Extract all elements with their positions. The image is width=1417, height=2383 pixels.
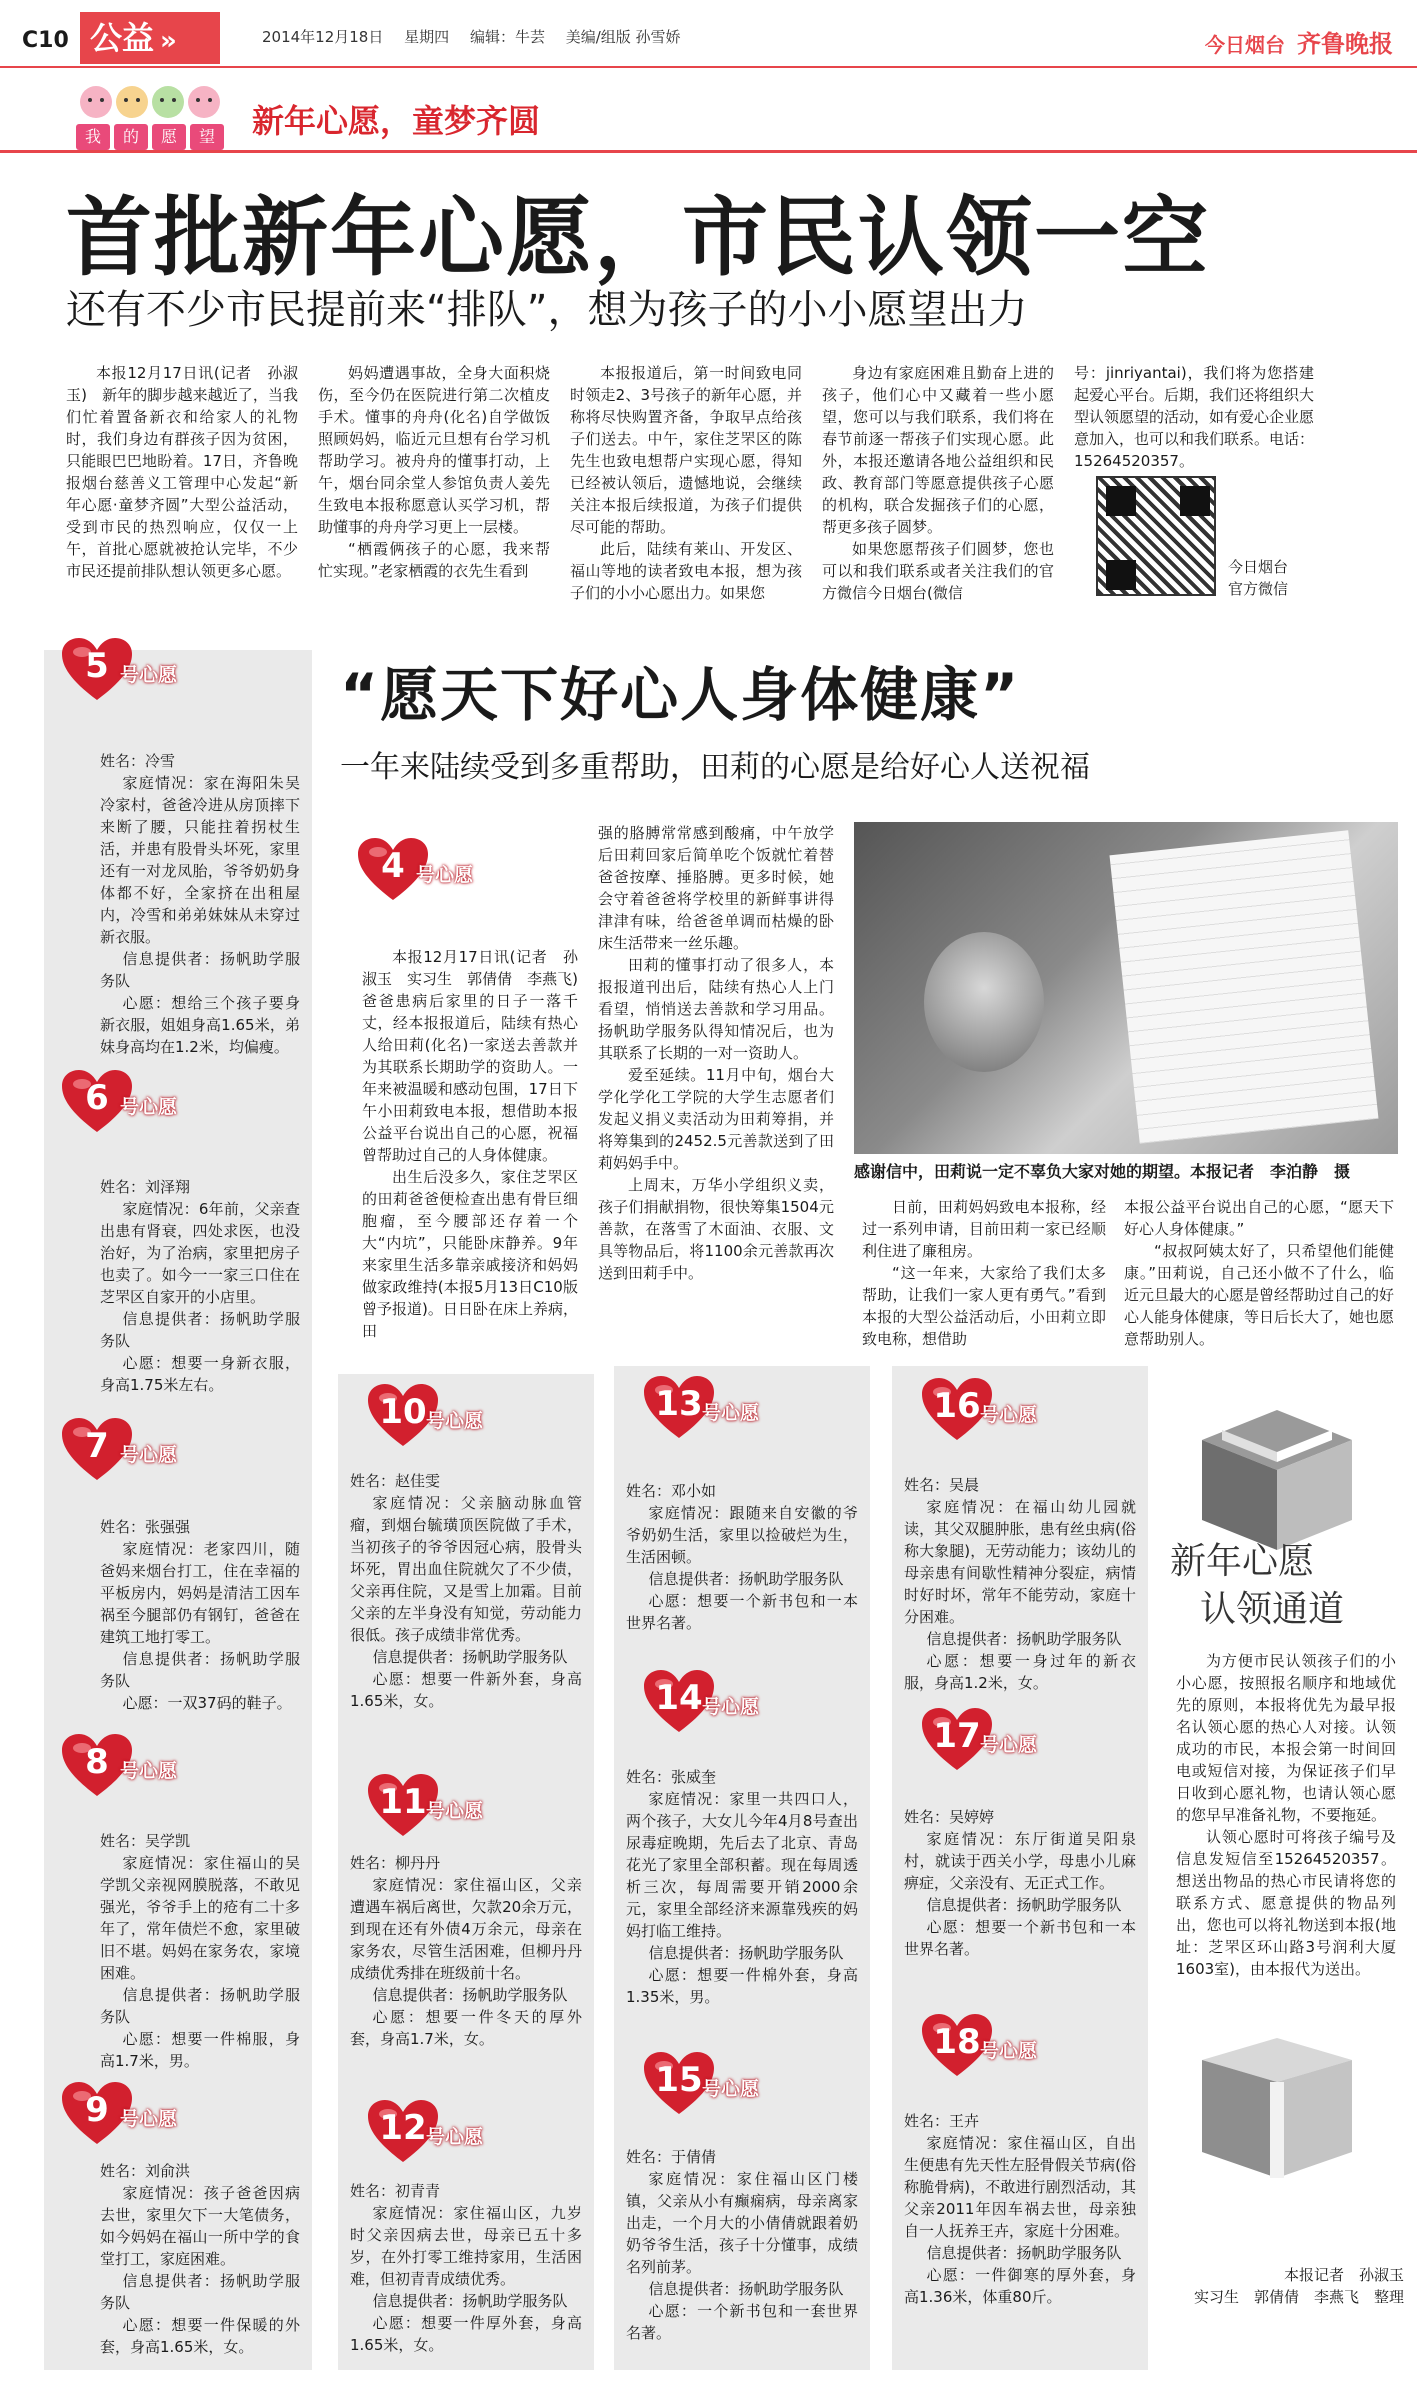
wish-request: 心愿：想要一件棉服，身高1.7米，男。 (100, 2030, 300, 2070)
wish-situation: 家庭情况：家里一共四口人，两个孩子，大女儿今年4月8号查出尿毒症晚期，先后去了北京、青岛花光了家里全部积蓄。现在每周透析三次，每周需要开销2000余元，家里全部经济来源靠残疾的妈妈打临工维持。 (626, 1790, 858, 1940)
wish-number: 17 (933, 1716, 981, 1756)
wish-card-18 (904, 2110, 1136, 2308)
issue-meta (262, 26, 697, 47)
feature-subtitle: 一年来陆续受到多重帮助，田莉的心愿是给好心人送祝福 (340, 750, 1090, 785)
paragraph: 本报12月17日讯(记者 孙淑玉 实习生 郭倩倩 李燕飞) 爸爸患病后家里的日子一落千丈，经本报报道后，陆续有热心人给田莉(化名)一家送去善款并为其联系长期助学的资助人。一年来被温暖和感动包围，17日下午小田莉致电本报，想借助本报公益平台说出自己的心愿，祝福曾帮助过自己的人身体健康。 (362, 948, 594, 1164)
paragraph: “栖霞俩孩子的心愿，我来帮忙实现。”老家栖霞的衣先生看到 (318, 540, 550, 580)
wish-request: 心愿：想要一个新书包和一本世界名著。 (904, 1918, 1136, 1958)
photo-caption: 感谢信中，田莉说一定不辜负大家对她的期望。本报记者 李泊静 摄 (854, 1162, 1351, 1181)
article1-col1 (66, 362, 298, 582)
wish-label: 号心愿 (120, 1760, 178, 1782)
wish-number: 14 (655, 1678, 703, 1718)
wish-name: 姓名：邓小如 (626, 1482, 717, 1500)
wish-label: 号心愿 (120, 664, 178, 686)
wish-number: 10 (379, 1392, 427, 1432)
wish-card-5 (100, 750, 300, 1058)
wish-number: 5 (85, 646, 109, 686)
campaign-slogan: 新年心愿，童梦齐圆 (252, 102, 541, 140)
wish-card-10 (350, 1470, 582, 1712)
wish-label: 号心愿 (416, 864, 474, 886)
feature-colA (362, 946, 594, 1342)
wish-card-12 (350, 2180, 582, 2356)
wish-situation: 家庭情况：家在海阳朱吴冷家村，爸爸冷进从房顶摔下来断了腰，只能拄着拐杖生活，并患有股骨头坏死，家里还有一对龙凤胎，爷爷奶奶身体都不好，全家挤在出租屋内，冷雪和弟弟妹妹从未穿过新衣服。 (100, 774, 300, 946)
logo-char: 愿 (152, 124, 186, 150)
wish-request: 心愿：想要一件保暖的外套，身高1.65米，女。 (100, 2316, 300, 2356)
wish-name: 姓名：吴学凯 (100, 1832, 191, 1850)
notice-title-line: 新年心愿 (1170, 1541, 1315, 1582)
paragraph: 如果您愿帮孩子们圆梦，您也可以和我们联系或者关注我们的官方微信今日烟台(微信 (822, 540, 1054, 602)
wish-name: 姓名：王卉 (904, 2112, 980, 2130)
feature-headline: “愿天下好心人身体健康” (340, 661, 1021, 729)
byline-credit (1170, 2264, 1404, 2308)
headline: 首批新年心愿，市民认领一空 (66, 188, 1210, 288)
article1-col4 (822, 362, 1054, 604)
wish-card-17 (904, 1806, 1136, 1960)
wish-number: 7 (85, 1426, 109, 1466)
paragraph: 上周末，万华小学组织义卖，孩子们捐献捐物，很快筹集1504元善款，在落雪了木面油、衣服、文具等物品后，将1100余元善款再次送到田莉手中。 (598, 1176, 834, 1282)
wish-label: 号心愿 (980, 1404, 1038, 1426)
paragraph: 本报公益平台说出自己的心愿，“愿天下好心人身体健康。” (1124, 1198, 1394, 1238)
wish-name: 姓名：吴婷婷 (904, 1808, 995, 1826)
wish-situation: 家庭情况：家住福山区，自出生便患有先天性左胫骨假关节病(俗称脆骨病)，不敢进行剧烈活动，其父亲2011年因车祸去世，母亲独自一人抚养王卉，家庭十分困难。 (904, 2134, 1136, 2240)
editor: 编辑：牛芸 (469, 28, 545, 46)
wish-heart-5 (60, 636, 178, 702)
wish-situation: 家庭情况：家住福山区，父亲遭遇车祸后离世，欠款20余万元，到现在还有外债4万余元，母亲在家务农，尽管生活困难，但柳丹丹成绩优秀排在班级前十名。 (350, 1876, 582, 1982)
wish-provider: 信息提供者：扬帆助学服务队 (100, 1310, 300, 1350)
qr-label (1228, 556, 1288, 600)
paragraph: 本报12月17日讯(记者 孙淑玉) 新年的脚步越来越近了，当我们忙着置备新衣和给家人的礼物时，我们身边有群孩子因为贫困，只能眼巴巴地盼着。17日，齐鲁晚报烟台慈善义工管理中心发起“新年心愿·童梦齐圆”大型公益活动，受到市民的热烈响应，仅仅一上午，首批心愿就被抢认完毕，不少市民还提前排队想认领更多心愿。 (66, 364, 298, 580)
wish-number: 13 (655, 1384, 703, 1424)
wish-request: 心愿：一件御寒的厚外套，身高1.36米，体重80斤。 (904, 2266, 1136, 2306)
wish-label: 号心愿 (120, 1096, 178, 1118)
wish-name: 姓名：赵佳雯 (350, 1472, 441, 1490)
wish-situation: 家庭情况：跟随来自安徽的爷爷奶奶生活，家里以捡破烂为生，生活困顿。 (626, 1504, 858, 1566)
wish-heart-10 (366, 1382, 484, 1448)
wish-name: 姓名：刘俞洪 (100, 2162, 191, 2180)
wish-card-11 (350, 1852, 582, 2050)
double-chevron-icon: » (160, 26, 177, 56)
notice-title-line: 认领通道 (1200, 1589, 1345, 1630)
feature-colC (862, 1196, 1106, 1350)
wish-number: 16 (933, 1386, 981, 1426)
paragraph: 田莉的懂事打动了很多人，本报报道刊出后，陆续有热心人上门看望，悄悄送去善款和学习用品。扬帆助学服务队得知情况后，也为其联系了长期的一对一资助人。 (598, 956, 834, 1062)
article1-col2 (318, 362, 550, 582)
paragraph: “这一年来，大家给了我们太多帮助，让我们一家人更有勇气。”看到本报的大型公益活动后，小田莉立即致电称，想借助 (862, 1264, 1106, 1348)
paragraph: 号：jinriyantai)，我们将为您搭建起爱心平台。后期，我们还将组织大型认领愿望的活动，如有爱心企业愿意加入，也可以和我们联系。电话：15264520357。 (1074, 364, 1315, 470)
wish-heart-12 (366, 2098, 484, 2164)
wish-heart-8 (60, 1732, 178, 1798)
wish-heart-15 (642, 2050, 760, 2116)
wish-heart-18 (920, 2012, 1038, 2078)
paragraph: 此后，陆续有莱山、开发区、福山等地的读者致电本报，想为孩子们的小小心愿出力。如果您 (570, 540, 802, 602)
masthead-brand: 齐鲁晚报 (1297, 29, 1393, 58)
wish-label: 号心愿 (980, 1734, 1038, 1756)
header-rule (0, 66, 1417, 68)
wish-heart-16 (920, 1376, 1038, 1442)
wish-situation: 家庭情况：老家四川，随爸妈来烟台打工，住在幸福的平板房内，妈妈是清洁工因车祸至今腿部仍有钢钉，爸爸在建筑工地打零工。 (100, 1540, 300, 1646)
wish-request: 心愿：想要一身过年的新衣服，身高1.2米，女。 (904, 1652, 1136, 1692)
wish-situation: 家庭情况：父亲脑动脉血管瘤，到烟台毓璜顶医院做了手术，当初孩子的爷爷因冠心病，股骨头坏死，胃出血住院就欠了不少债，父亲再住院，又是雪上加霜。目前父亲的左半身没有知觉，劳动能力很低。孩子成绩非常优秀。 (350, 1494, 582, 1644)
headline-subtitle: 还有不少市民提前来“排队”，想为孩子的小小愿望出力 (66, 287, 1028, 333)
wish-label: 号心愿 (426, 1800, 484, 1822)
wish-request: 心愿：想要一件厚外套，身高1.65米，女。 (350, 2314, 582, 2354)
wish-number: 18 (933, 2022, 981, 2062)
wish-provider: 信息提供者：扬帆助学服务队 (372, 2292, 568, 2310)
wish-heart-7 (60, 1416, 178, 1482)
wish-provider: 信息提供者：扬帆助学服务队 (372, 1648, 568, 1666)
issue-weekday: 星期四 (404, 28, 450, 46)
wish-name: 姓名：于倩倩 (626, 2148, 717, 2166)
issue-date: 2014年12月18日 (262, 28, 384, 46)
wish-provider: 信息提供者：扬帆助学服务队 (926, 1896, 1122, 1914)
wish-name: 姓名：柳丹丹 (350, 1854, 441, 1872)
masthead-section: 今日烟台 (1205, 33, 1285, 57)
section-label: 公益 (90, 19, 155, 57)
wish-provider: 信息提供者：扬帆助学服务队 (100, 950, 300, 990)
wish-heart-6 (60, 1068, 178, 1134)
wish-label: 号心愿 (426, 1410, 484, 1432)
qr-label-line: 今日烟台 (1228, 558, 1289, 576)
wish-card-15 (626, 2146, 858, 2344)
wish-provider: 信息提供者：扬帆助学服务队 (100, 1650, 300, 1690)
wish-heart-9 (60, 2080, 178, 2146)
wish-label: 号心愿 (980, 2040, 1038, 2062)
wish-number: 4 (381, 846, 405, 886)
wish-number: 11 (379, 1782, 427, 1822)
masthead (1205, 24, 1393, 59)
qr-label-line: 官方微信 (1228, 580, 1289, 598)
wish-request: 心愿：想要一身新衣服，身高1.75米左右。 (100, 1354, 300, 1394)
wish-request: 心愿：想要一件新外套，身高1.65米，女。 (350, 1670, 582, 1710)
credit-line: 本报记者 孙淑玉 (1283, 2266, 1404, 2284)
wish-label: 号心愿 (426, 2126, 484, 2148)
wish-situation: 家庭情况：家住福山区门楼镇，父亲从小有癫痫病，母亲离家出走，一个月大的小倩倩就跟着奶奶爷爷生活，孩子十分懂事，成绩名列前茅。 (626, 2170, 858, 2276)
wish-situation: 家庭情况：东厅街道吴阳泉村，就读于西关小学，母患小儿麻痹症，父亲没有、无正式工作。 (904, 1830, 1136, 1892)
wish-number: 12 (379, 2108, 427, 2148)
wish-number: 6 (85, 1078, 109, 1118)
feature-colB (598, 822, 834, 1284)
wish-request: 心愿：想要一个新书包和一本世界名著。 (626, 1592, 858, 1632)
paragraph: “叔叔阿姨太好了，只希望他们能健康。”田莉说，自己还小做不了什么，临近元旦最大的心愿是曾经帮助过自己的好心人能身体健康，等日后长大了，她也愿意帮助别人。 (1124, 1242, 1395, 1348)
wish-label: 号心愿 (120, 2108, 178, 2130)
wish-situation: 家庭情况：家住福山的吴学凯父亲视网膜脱落，不敢见强光，爷爷手上的疮有二十多年了，常年债烂不愈，家里破旧不堪。妈妈在家务农，家境困难。 (100, 1854, 300, 1982)
wish-name: 姓名：张威奎 (626, 1768, 717, 1786)
notice-title (1170, 1538, 1344, 1634)
wish-card-14 (626, 1766, 858, 2008)
paragraph: 日前，田莉妈妈致电本报称，经过一系列申请，目前田莉一家已经顺利住进了廉租房。 (862, 1198, 1106, 1260)
wish-provider: 信息提供者：扬帆助学服务队 (926, 1630, 1122, 1648)
designer: 美编/组版 孙雪娇 (565, 28, 681, 46)
wish-provider: 信息提供者：扬帆助学服务队 (100, 2272, 300, 2312)
wish-situation: 家庭情况：在福山幼儿园就读，其父双腿肿胀，患有丝虫病(俗称大象腿)，无劳动能力；该幼儿的母亲患有间歇性精神分裂症，病情时好时坏，常年不能劳动，家庭十分困难。 (904, 1498, 1136, 1626)
gift-box-open-icon (1182, 1400, 1372, 1550)
wish-request: 心愿：一个新书包和一套世界名著。 (626, 2302, 858, 2342)
logo-char: 我 (76, 124, 110, 150)
page-number: C10 (22, 28, 69, 53)
wish-request: 心愿：一双37码的鞋子。 (122, 1694, 292, 1712)
article1-col3 (570, 362, 802, 604)
wish-provider: 信息提供者：扬帆助学服务队 (100, 1986, 300, 2026)
campaign-logo (76, 80, 256, 158)
wish-label: 号心愿 (120, 1444, 178, 1466)
wish-number: 9 (85, 2090, 109, 2130)
wish-provider: 信息提供者：扬帆助学服务队 (648, 2280, 844, 2298)
section-tab (80, 12, 220, 64)
logo-char: 的 (114, 124, 148, 150)
wish-heart-4 (356, 836, 474, 902)
paragraph: 认领心愿时可将孩子编号及信息发短信至15264520357。想送出物品的热心市民请将您的联系方式、愿意提供的物品列出，您也可以将礼物送到本报(地址：芝罘区环山路3号润利大厦1603室)，由本报代为送出。 (1176, 1828, 1396, 1978)
credit-line: 实习生 郭倩倩 李燕飞 整理 (1193, 2288, 1404, 2306)
wish-card-8 (100, 1830, 300, 2072)
paragraph: 爱至延续。11月中旬，烟台大学化学化工学院的大学生志愿者们发起义捐义卖活动为田莉筹捐，并将筹集到的2452.5元善款送到了田莉妈妈手中。 (598, 1066, 834, 1172)
tian-li-photo (854, 822, 1398, 1154)
article1-col5 (1074, 362, 1314, 472)
paragraph: 出生后没多久，家住芝罘区的田莉爸爸便检查出患有骨巨细胞瘤，至今腰部还存着一个大“内坑”，只能卧床静养。9年来家里生活多靠亲戚接济和妈妈做家政维持(本报5月13日C10版曾予报道)。日日卧在床上养病，田 (362, 1168, 578, 1340)
wish-request: 心愿：想要一件冬天的厚外套，身高1.7米，女。 (350, 2008, 582, 2048)
wish-situation: 家庭情况：孩子爸爸因病去世，家里欠下一大笔债务，如今妈妈在福山一所中学的食堂打工，家庭困难。 (100, 2184, 300, 2268)
wish-heart-13 (642, 1374, 760, 1440)
paragraph: 强的胳膊常常感到酸痛，中午放学后田莉回家后简单吃个饭就忙着替爸爸按摩、捶胳膊。更多时候，她会守着爸爸将学校里的新鲜事讲得津津有味，给爸爸单调而枯燥的卧床生活带来一丝乐趣。 (598, 824, 834, 952)
wish-name: 姓名：吴晨 (904, 1476, 980, 1494)
paragraph: 本报报道后，第一时间致电同时领走2、3号孩子的新年心愿，并称将尽快购置齐备，争取早点给孩子们送去。中午，家住芝罘区的陈先生也致电想帮户实现心愿，得知已经被认领后，遗憾地说，会继续关注本报后续报道，为孩子们提供尽可能的帮助。 (570, 364, 802, 536)
wish-name: 姓名：张强强 (100, 1518, 191, 1536)
wish-label: 号心愿 (702, 1696, 760, 1718)
wish-card-7 (100, 1516, 300, 1714)
wish-label: 号心愿 (702, 1402, 760, 1424)
logo-char: 望 (190, 124, 224, 150)
wish-name: 姓名：刘泽翔 (100, 1178, 191, 1196)
girl-portrait (924, 932, 1044, 1072)
wish-request: 心愿：想给三个孩子要身新衣服，姐姐身高1.65米，弟妹身高均在1.2米，均偏瘦。 (100, 994, 300, 1056)
wish-provider: 信息提供者：扬帆助学服务队 (926, 2244, 1122, 2262)
paragraph: 身边有家庭困难且勤奋上进的孩子，他们心中又藏着一些小愿望，您可以与我们联系，我们将在春节前逐一帮孩子们实现心愿。此外，本报还邀请各地公益组织和民政、教育部门等愿意提供孩子心愿的机构，联合发掘孩子们的心愿，帮更多孩子圆梦。 (822, 364, 1054, 536)
wish-label: 号心愿 (702, 2078, 760, 2100)
wechat-qr-code (1096, 476, 1216, 596)
wish-card-13 (626, 1480, 858, 1634)
banner-rule (0, 150, 1417, 153)
wish-heart-17 (920, 1706, 1038, 1772)
paragraph: 妈妈遭遇事故，全身大面积烧伤，至今仍在医院进行第二次植皮手术。懂事的舟舟(化名)自学做饭照顾妈妈，临近元旦想有台学习机帮助学习。被舟舟的懂事打动，上午，烟台同余堂人参馆负责人姜先生致电本报称愿意认买学习机，帮助懂事的舟舟学习更上一层楼。 (318, 364, 550, 536)
wish-number: 8 (85, 1742, 109, 1782)
notice-body (1176, 1650, 1396, 1980)
wish-name: 姓名：初青青 (350, 2182, 441, 2200)
wish-heart-11 (366, 1772, 484, 1838)
wish-card-16 (904, 1474, 1136, 1694)
thank-you-letter (1110, 830, 1379, 1143)
wish-card-9 (100, 2160, 300, 2358)
wish-provider: 信息提供者：扬帆助学服务队 (372, 1986, 568, 2004)
wish-situation: 家庭情况：家住福山区，九岁时父亲因病去世，母亲已五十多岁，在外打零工维持家用，生活困难，但初青青成绩优秀。 (350, 2204, 582, 2288)
wish-name: 姓名：冷雪 (100, 752, 176, 770)
feature-colD (1124, 1196, 1394, 1350)
kids-cartoon-icon (76, 80, 236, 120)
wish-provider: 信息提供者：扬帆助学服务队 (648, 1944, 844, 1962)
wish-provider: 信息提供者：扬帆助学服务队 (648, 1570, 844, 1588)
wish-request: 心愿：想要一件棉外套，身高1.35米，男。 (626, 1966, 858, 2006)
wish-situation: 家庭情况：6年前，父亲查出患有肾衰，四处求医，也没治好，为了治病，家里把房子也卖了。如今一一家三口住在芝罘区自家开的小店里。 (100, 1200, 300, 1306)
paragraph: 为方便市民认领孩子们的小小心愿，按照报名顺序和地域优先的原则，本报将优先为最早报名认领心愿的热心人对接。认领成功的市民，本报会第一时间回电或短信对接，为保证孩子们早日收到心愿礼物，也请认领心愿的您早早准备礼物，不要拖延。 (1176, 1652, 1396, 1824)
wish-card-6 (100, 1176, 300, 1396)
wish-number: 15 (655, 2060, 703, 2100)
wish-heart-14 (642, 1668, 760, 1734)
gift-box-closed-icon (1182, 2030, 1372, 2180)
